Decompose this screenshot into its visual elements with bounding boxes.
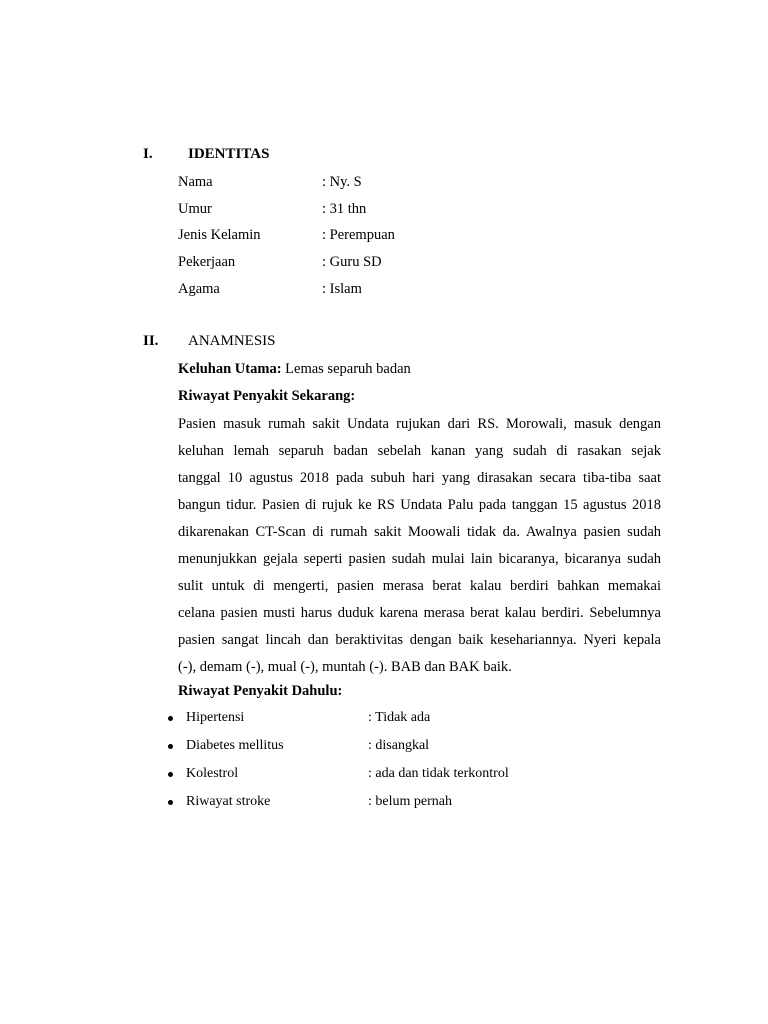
paragraph-line: sulit untuk di mengerti, pasien merasa berat kalau berdiri bahkan memakai xyxy=(178,578,661,594)
field-label: Jenis Kelamin xyxy=(178,227,261,243)
item-value: : disangkal xyxy=(368,738,430,753)
paragraph-line: tanggal 10 agustus 2018 pada subuh hari yang dirasakan secara tiba-tiba saat xyxy=(178,470,661,486)
item-label: Riwayat stroke xyxy=(186,794,271,809)
field-label: Pekerjaan xyxy=(178,254,236,270)
paragraph-line: dikarenakan CT-Scan di rumah sakit Moowali tidak da. Awalnya pasien sudah xyxy=(178,524,661,540)
section-identitas-heading xyxy=(143,146,269,163)
field-label: Nama xyxy=(178,174,213,190)
rps-title: Riwayat Penyakit Sekarang: xyxy=(178,388,356,404)
rpd-title: Riwayat Penyakit Dahulu: xyxy=(178,683,343,699)
paragraph-line: bangun tidur. Pasien di rujuk ke RS Undata Palu pada tanggan 15 agustus 2018 xyxy=(178,497,661,513)
rpd-heading xyxy=(178,683,342,700)
paragraph-line: (-), demam (-), mual (-), muntah (-). BAB dan BAK baik. xyxy=(178,659,512,675)
bullet-icon xyxy=(168,800,173,805)
field-value: : 31 thn xyxy=(322,201,367,217)
keluhan-label: Keluhan Utama: xyxy=(178,361,282,377)
section-number: II. xyxy=(143,333,159,349)
section-title: IDENTITAS xyxy=(188,146,270,162)
bullet-icon xyxy=(168,772,173,777)
bullet-icon xyxy=(168,716,173,721)
item-value: : belum pernah xyxy=(368,794,452,809)
item-label: Kolestrol xyxy=(186,766,239,781)
rps-paragraph xyxy=(178,415,661,685)
field-value: : Guru SD xyxy=(322,254,382,270)
paragraph-line: celana pasien musti harus duduk karena merasa berat kalau berdiri. Sebelumnya xyxy=(178,605,661,621)
field-value: : Islam xyxy=(322,281,362,297)
bullet-icon xyxy=(168,744,173,749)
item-value: : Tidak ada xyxy=(368,710,431,725)
item-value: : ada dan tidak terkontrol xyxy=(368,766,509,781)
paragraph-line: Pasien masuk rumah sakit Undata rujukan dari RS. Morowali, masuk dengan xyxy=(178,416,661,432)
section-anamnesis-heading xyxy=(143,333,276,350)
paragraph-line: keluhan lemah separuh badan sebelah kanan yang sudah di rasakan sejak xyxy=(178,443,661,459)
item-label: Diabetes mellitus xyxy=(186,738,284,753)
paragraph-line: pasien sangat lincah dan beraktivitas dengan baik kesehariannya. Nyeri kepala xyxy=(178,632,661,648)
field-value: : Perempuan xyxy=(322,227,395,243)
section-number: I. xyxy=(143,146,153,162)
item-label: Hipertensi xyxy=(186,710,245,725)
keluhan-value: Lemas separuh badan xyxy=(281,361,411,377)
field-value: : Ny. S xyxy=(322,174,362,190)
field-label: Agama xyxy=(178,281,220,297)
paragraph-line: menunjukkan gejala seperti pasien sudah mulai lain bicaranya, bicaranya sudah xyxy=(178,551,661,567)
rps-heading xyxy=(178,388,355,405)
section-title: ANAMNESIS xyxy=(188,333,276,349)
keluhan-utama xyxy=(178,361,411,378)
field-label: Umur xyxy=(178,201,212,217)
